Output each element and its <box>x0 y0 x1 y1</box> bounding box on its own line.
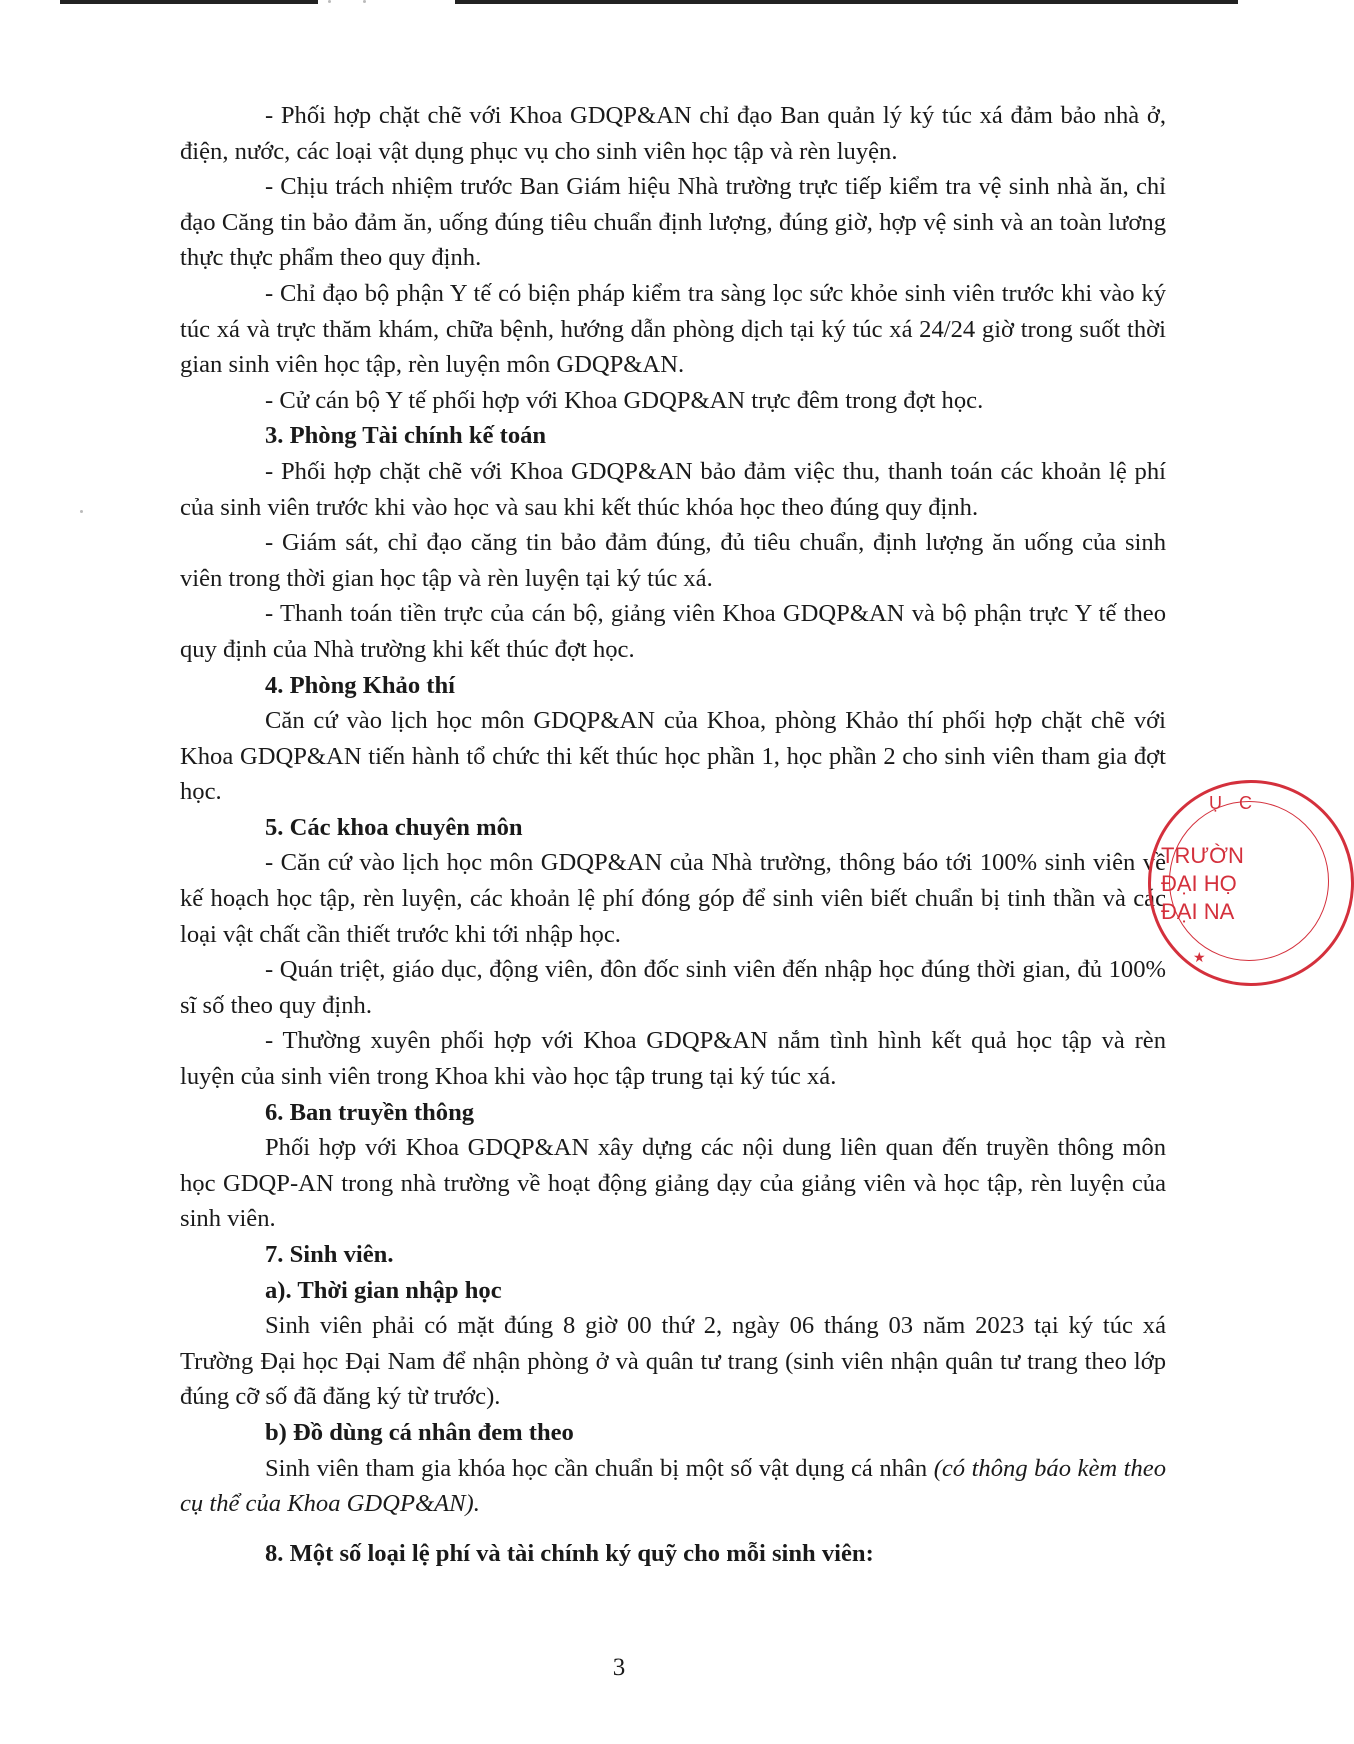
section-heading: 7. Sinh viên. <box>265 1241 394 1268</box>
body-paragraph: - Quán triệt, giáo dục, động viên, đôn đốc sinh viên đến nhập học đúng thời gian, đủ 100% sĩ số theo quy định. <box>180 956 1166 1019</box>
scan-speck <box>328 0 331 3</box>
body-paragraph: - Chỉ đạo bộ phận Y tế có biện pháp kiểm tra sàng lọc sức khỏe sinh viên trước khi vào ký túc xá và trực thăm khám, chữa bệnh, hướng dẫn phòng dịch tại ký túc xá 24/24 giờ trong suốt thời gian sinh viên học tập, rèn luyện môn GDQP&AN. <box>180 279 1166 379</box>
document-body <box>180 98 1166 1571</box>
section-heading: 3. Phòng Tài chính kế toán <box>265 422 547 450</box>
section-heading: 6. Ban truyền thông <box>265 1098 475 1126</box>
body-paragraph: - Thanh toán tiền trực của cán bộ, giảng viên Khoa GDQP&AN và bộ phận trực Y tế theo quy định của Nhà trường khi kết thúc đợt học. <box>180 600 1166 663</box>
body-paragraph: - Phối hợp chặt chẽ với Khoa GDQP&AN chỉ đạo Ban quản lý ký túc xá đảm bảo nhà ở, điện, nước, các loại vật dụng phục vụ cho sinh viên học tập và rèn luyện. <box>180 102 1166 165</box>
page-number: 3 <box>612 1654 626 1681</box>
section-heading: 4. Phòng Khảo thí <box>265 671 455 699</box>
scan-edge-bar-right <box>455 0 1238 4</box>
body-paragraph: - Giám sát, chỉ đạo căng tin bảo đảm đúng, đủ tiêu chuẩn, định lượng ăn uống của sinh viên trong thời gian học tập và rèn luyện tại ký túc xá. <box>180 529 1166 592</box>
body-paragraph: Phối hợp với Khoa GDQP&AN xây dựng các nội dung liên quan đến truyền thông môn học GDQP-AN trong nhà trường về hoạt động giảng dạy của giảng viên và học tập, rèn luyện của sinh viên. <box>180 1134 1166 1233</box>
scan-speck <box>80 510 83 513</box>
personal-items-paragraph <box>180 1451 1166 1522</box>
scan-edge-bar-left <box>60 0 318 4</box>
seal-top-text: Ụ C <box>1209 793 1258 813</box>
body-paragraph: - Chịu trách nhiệm trước Ban Giám hiệu Nhà trường trực tiếp kiểm tra vệ sinh nhà ăn, chỉ đạo Căng tin bảo đảm ăn, uống đúng tiêu chuẩn định lượng, đúng giờ, hợp vệ sinh và an toàn lương thực thực phẩm theo quy định. <box>180 173 1166 272</box>
personal-items-text: Sinh viên tham gia khóa học cần chuẩn bị một số vật dụng cá nhân <box>265 1454 934 1482</box>
seal-text-line2: ĐẠI HỌ <box>1161 871 1237 896</box>
section-heading: 5. Các khoa chuyên môn <box>265 813 523 841</box>
scan-speck <box>363 0 366 3</box>
body-paragraph: - Phối hợp chặt chẽ với Khoa GDQP&AN bảo đảm việc thu, thanh toán các khoản lệ phí của sinh viên trước khi vào học và sau khi kết thúc khóa học theo đúng quy định. <box>180 457 1166 521</box>
seal-star-icon: ★ <box>1193 949 1206 965</box>
personal-items-note: (có thông báo kèm theo cụ thể của Khoa GDQP&AN). <box>180 1454 1166 1518</box>
seal-text-line1: TRƯỜN <box>1161 843 1244 868</box>
body-paragraph: Sinh viên phải có mặt đúng 8 giờ 00 thứ 2, ngày 06 tháng 03 năm 2023 tại ký túc xá Trường Đại học Đại Nam để nhận phòng ở và quân tư trang (sinh viên nhận quân tư trang theo lớp đúng cỡ số đã đăng ký từ trước). <box>180 1312 1166 1411</box>
body-paragraph: - Căn cứ vào lịch học môn GDQP&AN của Nhà trường, thông báo tới 100% sinh viên về kế hoạch học tập, rèn luyện, các khoản lệ phí đóng góp để sinh viên biết chuẩn bị tinh thần và các loại vật chất cần thiết trước khi tới nhập học. <box>180 849 1166 948</box>
body-paragraph: - Thường xuyên phối hợp với Khoa GDQP&AN nắm tình hình kết quả học tập và rèn luyện của sinh viên trong Khoa khi vào học tập trung tại ký túc xá. <box>180 1027 1166 1091</box>
body-paragraph: Căn cứ vào lịch học môn GDQP&AN của Khoa, phòng Khảo thí phối hợp chặt chẽ với Khoa GDQP&AN tiến hành tổ chức thi kết thúc học phần 1, học phần 2 cho sinh viên tham gia đợt học. <box>180 707 1166 806</box>
section-heading: b) Đồ dùng cá nhân đem theo <box>265 1418 574 1446</box>
seal-text-line3: ĐẠI NA <box>1161 899 1235 924</box>
paragraph-flow <box>180 98 1166 1451</box>
body-paragraph: - Cử cán bộ Y tế phối hợp với Khoa GDQP&AN trực đêm trong đợt học. <box>265 386 984 414</box>
section-8-heading: 8. Một số loại lệ phí và tài chính ký quỹ cho mỗi sinh viên: <box>265 1539 874 1567</box>
red-seal-stamp <box>1148 780 1354 986</box>
section-heading: a). Thời gian nhập học <box>265 1276 502 1304</box>
